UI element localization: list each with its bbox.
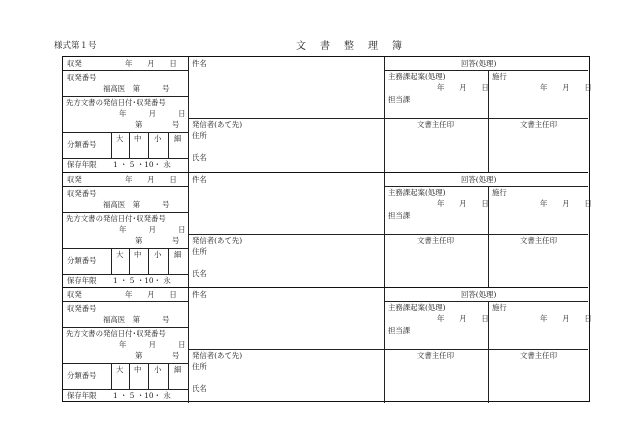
retention-options: 1 ・ 5 ・10・ 永 <box>113 391 171 400</box>
received-number-value: 福高医 第 号 <box>103 84 170 93</box>
address-label: 住所 <box>192 247 207 256</box>
class-small: 小 <box>154 365 162 374</box>
doc-officer-seal-label: 文書主任印 <box>417 236 454 245</box>
prior-document-label: 先方文書の発信日付･収発番号 <box>66 98 166 107</box>
prior-document-date: 年 月 日 <box>119 340 186 349</box>
classification-label: 分類番号 <box>67 256 97 265</box>
sender-label: 発信者(あて先) <box>192 351 243 360</box>
address-label: 住所 <box>192 362 207 371</box>
enforcement-label: 施行 <box>492 188 507 197</box>
main-section-label: 主務課起案(処理) <box>388 72 446 81</box>
doc-officer-seal-label: 文書主任印 <box>417 120 454 129</box>
subject-label: 件名 <box>192 59 207 68</box>
class-large: 大 <box>116 250 124 259</box>
main-section-label: 主務課起案(処理) <box>388 303 446 312</box>
prior-document-number: 第 号 <box>135 351 180 360</box>
reply-label: 回答(処理) <box>461 175 497 184</box>
name-label: 氏名 <box>192 153 207 162</box>
class-large: 大 <box>116 134 124 143</box>
retention-options: 1 ・ 5 ・10・ 永 <box>113 160 171 169</box>
enforcement-date: 年 月 日 <box>540 199 592 208</box>
received-number-label: 収発番号 <box>67 189 97 198</box>
address-label: 住所 <box>192 131 207 140</box>
name-label: 氏名 <box>192 269 207 278</box>
prior-document-label: 先方文書の発信日付･収発番号 <box>66 214 166 223</box>
doc-officer-seal-label: 文書主任印 <box>520 351 557 360</box>
received-number-value: 福高医 第 号 <box>103 315 170 324</box>
subject-label: 件名 <box>192 175 207 184</box>
classification-label: 分類番号 <box>67 371 97 380</box>
class-fine: 細 <box>174 250 182 259</box>
enforcement-date: 年 月 日 <box>540 83 592 92</box>
page-title: 文書整理簿 <box>296 41 416 52</box>
form-number: 様式第１号 <box>54 41 97 51</box>
enforcement-label: 施行 <box>492 303 507 312</box>
reply-label: 回答(処理) <box>461 59 497 68</box>
prior-document-label: 先方文書の発信日付･収発番号 <box>66 329 166 338</box>
received-number-label: 収発番号 <box>67 304 97 313</box>
person-in-charge-label: 担当課 <box>388 211 411 220</box>
sender-label: 発信者(あて先) <box>192 120 243 129</box>
received-label: 収発 <box>67 175 82 184</box>
doc-officer-seal-label: 文書主任印 <box>417 351 454 360</box>
retention-options: 1 ・ 5 ・10・ 永 <box>113 276 171 285</box>
classification-label: 分類番号 <box>67 140 97 149</box>
received-label: 収発 <box>67 59 82 68</box>
class-large: 大 <box>116 365 124 374</box>
doc-officer-seal-label: 文書主任印 <box>520 120 557 129</box>
ledger-entry <box>63 172 592 288</box>
class-small: 小 <box>154 134 162 143</box>
prior-document-number: 第 号 <box>135 120 180 129</box>
person-in-charge-label: 担当課 <box>388 326 411 335</box>
received-date: 年 月 日 <box>125 290 177 299</box>
main-section-date: 年 月 日 <box>437 314 489 323</box>
name-label: 氏名 <box>192 384 207 393</box>
class-medium: 中 <box>134 250 142 259</box>
received-date: 年 月 日 <box>125 175 177 184</box>
retention-label: 保存年限 <box>67 160 97 169</box>
document-ledger-table <box>62 56 590 402</box>
enforcement-date: 年 月 日 <box>540 314 592 323</box>
received-label: 収発 <box>67 290 82 299</box>
class-fine: 細 <box>174 365 182 374</box>
received-number-value: 福高医 第 号 <box>103 200 170 209</box>
class-small: 小 <box>154 250 162 259</box>
enforcement-label: 施行 <box>492 72 507 81</box>
prior-document-date: 年 月 日 <box>119 109 186 118</box>
main-section-date: 年 月 日 <box>437 83 489 92</box>
main-section-date: 年 月 日 <box>437 199 489 208</box>
prior-document-date: 年 月 日 <box>119 225 186 234</box>
prior-document-number: 第 号 <box>135 236 180 245</box>
person-in-charge-label: 担当課 <box>388 95 411 104</box>
class-medium: 中 <box>134 134 142 143</box>
reply-label: 回答(処理) <box>461 290 497 299</box>
ledger-entry <box>63 287 592 403</box>
subject-label: 件名 <box>192 290 207 299</box>
received-number-label: 収発番号 <box>67 73 97 82</box>
retention-label: 保存年限 <box>67 276 97 285</box>
doc-officer-seal-label: 文書主任印 <box>520 236 557 245</box>
retention-label: 保存年限 <box>67 391 97 400</box>
class-fine: 細 <box>174 134 182 143</box>
received-date: 年 月 日 <box>125 59 177 68</box>
class-medium: 中 <box>134 365 142 374</box>
sender-label: 発信者(あて先) <box>192 236 243 245</box>
main-section-label: 主務課起案(処理) <box>388 188 446 197</box>
ledger-entry <box>63 57 592 172</box>
